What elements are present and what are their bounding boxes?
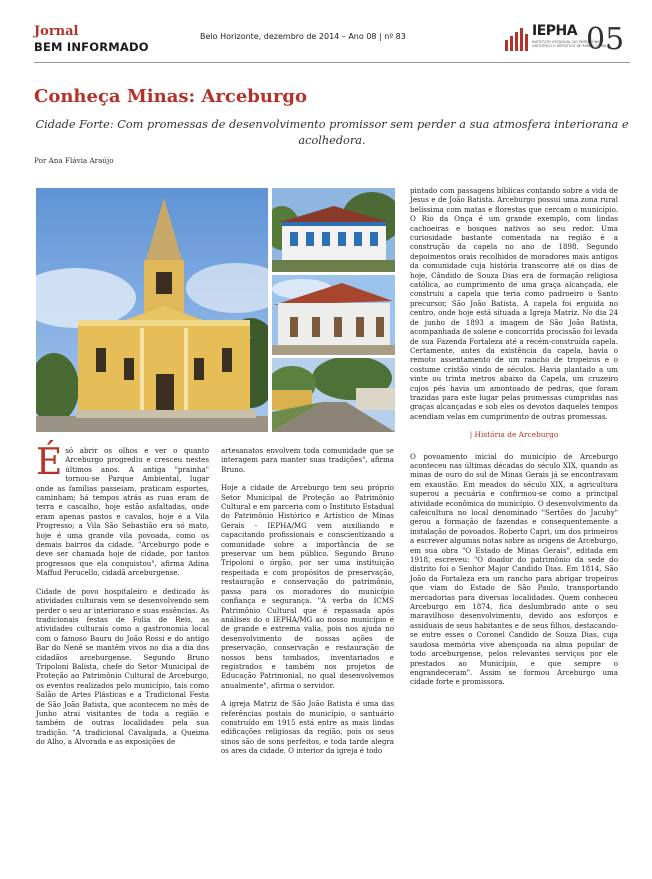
iepha-logo-icon — [504, 26, 530, 52]
column-2-paragraph-1: artesanatos envolvem toda comunidade que se interagem para manter suas tradições", afirma Bruno. — [221, 446, 394, 474]
column-3-paragraph-1: pintado com passagens bíblicas contando sobre a vida de Jesus e de João Batista. Arceburgo possui uma zona rural belíssima com matas e florestas que cercam o município. O Rio da Onça é um grande exemplo, com lindas cachoeiras e bosques nativos ao seu redor. Uma curiosidade bastante comentada na região é a construção da capela no ano de 1898. Segundo depoimentos orais recolhidos de moradores mais antigos da comunidade cuja história transcorre até os dias de hoje, Cândido de Souza Dias era de formação religiosa católica, ao cumprimento de uma graça alcançada, ele construiu a capela que teria como padroeiro o Santo precursor, São João Batista. A capela foi erguida no centro, onde hoje está situada a Igreja Matriz. No dia 24 de junho de 1893 a imagem de São João Batista, acompanhada de solene e concorrida procissão foi levada de sua Fazenda Fortaleza até a recém-construída capela. Certamente, antes da existência da capela, havia o remoto assentamento de um rancho de tropeiros e o costume cristão vindo de séculos. Havia plantado a um vinte ou trinta metros abaixo da Capela, um cruzeiro cujos pés havia um amontoado de pedras, que foram trazidas para este lugar pelas promessas cumpridas nas graças alcançadas e sob eles os devotos daqueles tempos acendiam velas em cumprimento de outras promessas. — [410, 186, 618, 421]
church-photo — [36, 188, 268, 432]
article-column-2 — [221, 446, 394, 765]
article-column-1 — [36, 442, 209, 756]
column-2-paragraph-3: A igreja Matriz de São João Batista é uma das referências postais do município, o santuário construído em 1915 está entre as mais lindas edificações religiosas da região, pois os seus sinos são de sons perfeitos, e toda tarde alegra os ares da cidade. O interior da igreja é todo — [221, 699, 394, 756]
byline: Por Ana Flávia Araújo — [34, 156, 114, 165]
column-1-paragraph-2: Cidade de povo hospitaleiro e dedicado às atividades culturais vem se desenvolvendo sem perder o seu ar interiorano e suas essências. As tradicionais festas de Folia de Reis, as atividades culturais como a gastronomia local com o famoso Bauru do João Rossi e do antigo Bar do Nenê se mantêm vivos no dia a dia dos cidadãos arceburgense. Segundo Bruno Tripoloni Balista, chefe do Setor Municipal de Proteção ao Patrimônio Cultural de Arceburgo, os eventos realizados pelo município, tais como Salão de Artes Plásticas e a Tradicional Festa de São João Batista, que acontecem no mês de Junho atrai visitantes de toda a região e também de outras localidades pela sua tradição. "A tradicional Cavalgada, a Queima do Alho, a Alvorada e as exposições de — [36, 586, 209, 747]
issue-line: Belo Horizonte, dezembro de 2014 – Ano 08 | nº 83 — [200, 32, 406, 41]
article-column-3 — [410, 186, 618, 696]
column-2-paragraph-2: Hoje a cidade de Arceburgo tem seu próprio Setor Municipal de Proteção ao Patrimônio Cultural e em parceria com o Instituto Estadual do Patrimônio Histórico e Artístico de Minas Gerais - IEPHA/MG vem auxiliando e capacitando profissionais e conscientizando a comunidade sobre a importância de se preservar um bem público. Segundo Bruno Tripoloni o órgão, por ser uma instituição respeitada e com propósitos de preservação, restauração e conservação do patrimônio, passa para os moradores do município confiança e segurança. "A verba do ICMS Patrimônio Cultural que é repassada após análises do o IEPHA/MG ao nosso município é de grande e extrema valia, pois nos ajuda no desenvolvimento de nossas ações de preservação, conservação e restauração de nossos bens tombados, inventariados e registrados e também nos projetos de Educação Patrimonial, no qual desenvolvemos anualmente", afirma o servidor. — [221, 483, 394, 690]
street-photo — [272, 358, 395, 432]
column-3-paragraph-2: O povoamento inicial do município de Arceburgo aconteceu nas últimas décadas do século XIX, quando as minas de ouro do sul de Minas Gerais já se encontravam em exaustão. Em meados do século XIX, a agricultura superou a pecuária e confirmou-se como a principal atividade econômica do município. O desenvolvimento da cafeicultura no local denominado "Sertões do Jacuhy" gerou a formação de fazendas e consequentemente a instalação de povoados. Roberto Capri, um dos primeiros a escrever algumas notas sobre as origens de Arceburgo, em sua obra "O Estado de Minas Gerais", editada em 1918, escreveu: "O doador do patrimônio da sede do distrito foi o Senhor Major Candido Dias. Em 1814, São João da Fortaleza era um rancho para abrigar tropeiros que viam do Estado de São Paulo, transportando mercadorias para diversas localidades. Quem conheceu Arceburgo em 1874, fica deslumbrado ante o seu maravilhoso desenvolvimento, devido aos esforços e assiduais de seus habitantes e de seus filhos, destacando-se entre esses o Coronel Candido de Souza Dias, cuja saudosa memória vive abençoada na alma popular de todo arceburgense, pelos relevantes serviços por ele prestados ao Município, e que sempre o engrandeceram". Assim se formou Arceburgo uma cidade forte e promissora. — [410, 451, 618, 687]
column-1-paragraph-1-text: só abrir os olhos e ver o quanto Arceburgo progrediu e cresceu nestes últimos anos. A antiga "prainha" tornou-se Parque Ambiental, lugar onde as famílias passeiam, praticam esportes, caminham; há tempos atrás as ruas eram de terra e cascalho, hoje estão asfaltadas, onde eram apenas pastos e cavalos, hoje é a Vila Progresso; a Vila São Sebastião era só mato, hoje é uma grande vila povoada, como os demais bairros da cidade. "Arceburgo pode e deve ser chamada hoje de cidade, por tantos progressos que ela conquistou", afirma Adina Maffud Perucello, cidadã arceburgense. — [36, 446, 209, 578]
article-title: Conheça Minas: Arceburgo — [34, 86, 308, 107]
brand-bem-informado: BEM INFORMADO — [34, 40, 149, 54]
column-1-paragraph-1 — [36, 442, 209, 578]
header-rule — [34, 62, 630, 63]
iepha-logo-text: IEPHA — [532, 23, 578, 39]
drop-cap: É — [36, 442, 63, 483]
article-subtitle: Cidade Forte: Com promessas de desenvolvimento promissor sem perder a sua atmosfera interiorana e acolhedora. — [35, 118, 629, 147]
station-building-photo — [272, 275, 395, 355]
iepha-logo-subtitle: INSTITUTO ESTADUAL DO PATRIMÔNIO HISTÓRICO E ARTÍSTICO DE MINAS GERAIS — [532, 40, 609, 49]
page-number: 05 — [586, 22, 625, 57]
brand-jornal: Jornal — [34, 24, 79, 39]
section-heading-historia: | História de Arceburgo — [469, 430, 559, 440]
masthead — [34, 22, 630, 62]
colonial-house-photo — [272, 188, 395, 272]
